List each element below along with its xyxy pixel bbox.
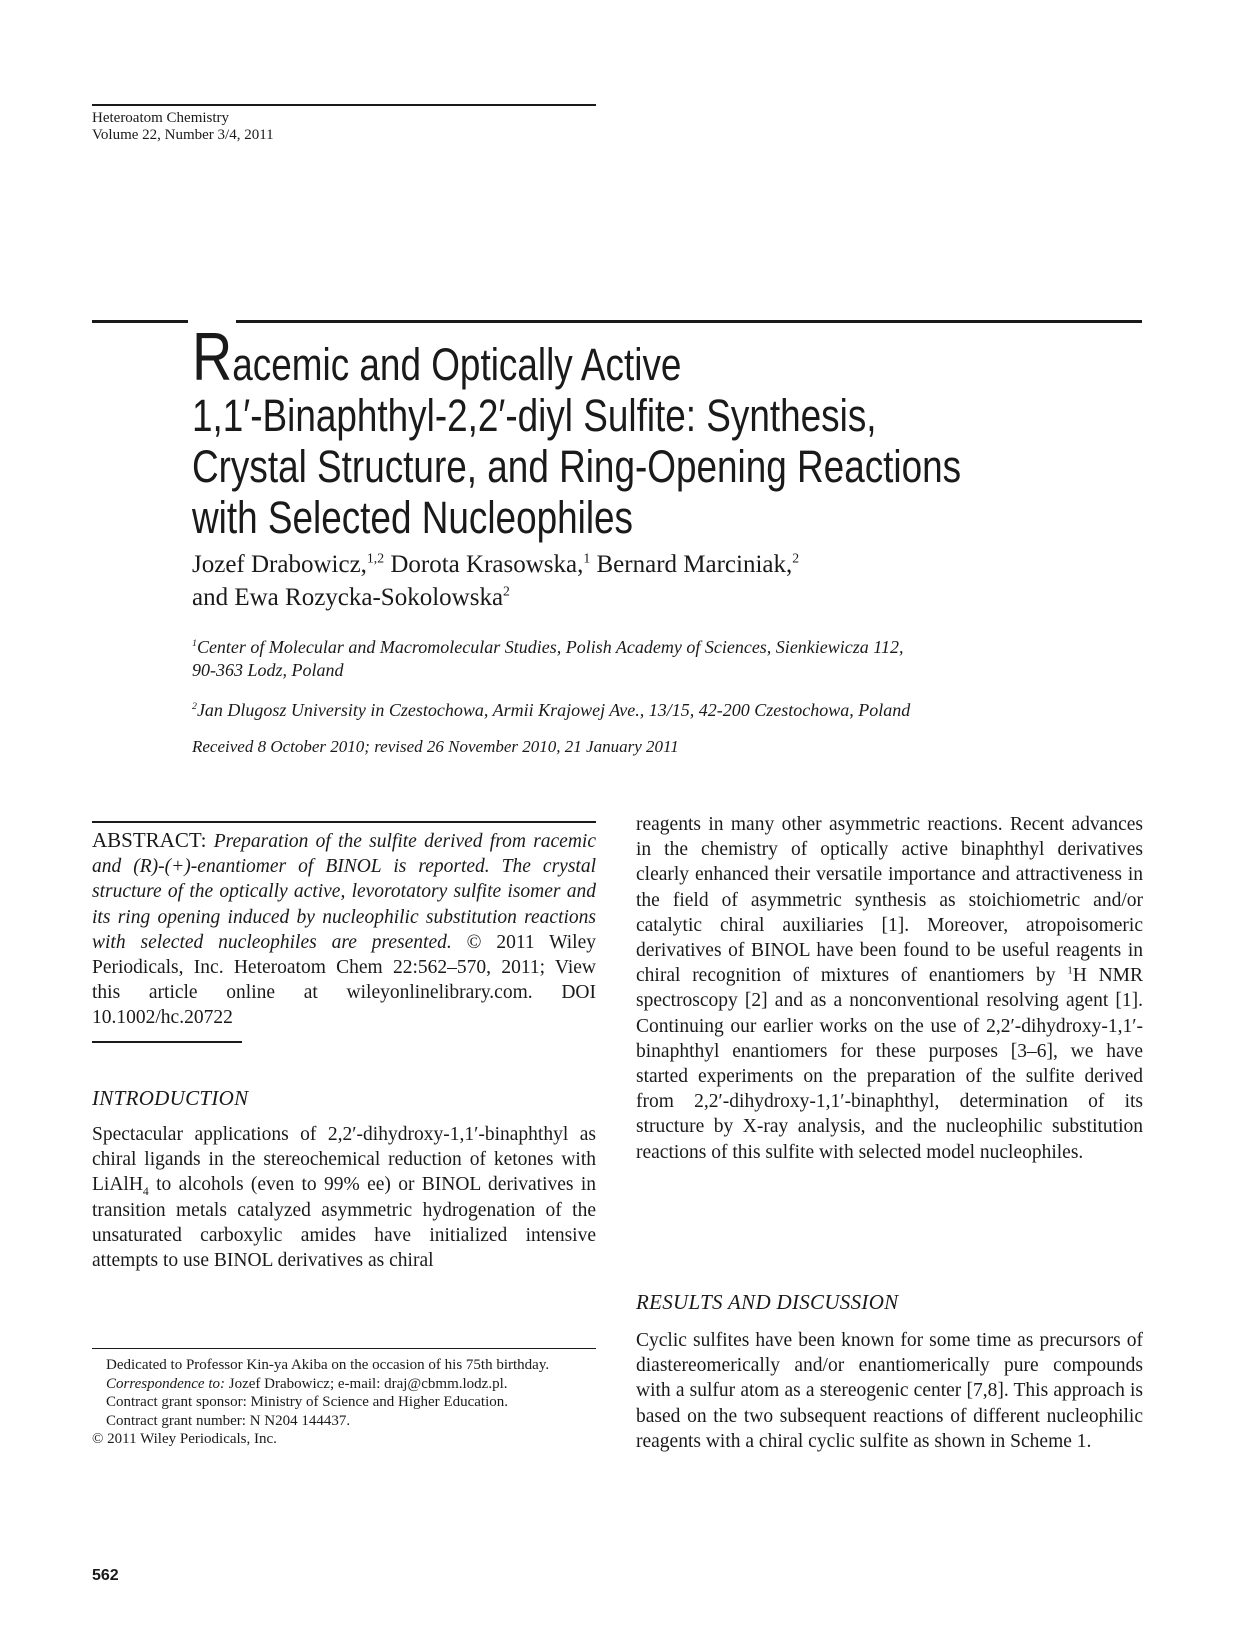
introduction-continued: reagents in many other asymmetric reactions. Recent advances in the chemistry of optically active binaphthyl derivatives clearly enhanced their versatile importance and attractiveness in the field of asymmetric synthesis as stoichiometric and/or catalytic chiral auxiliaries [1]. Moreover, atropoisomeric derivatives of BINOL have been found to be useful reagents in chiral recognition of mixtures of enantiomers by $^1$H NMR spectroscopy [2] and as a nonconventional resolving agent [1]. Continuing our earlier works on the use of 2,2′-dihydroxy-1,1′-binaphthyl enantiomers for these purposes [3–6], we have started experiments on the preparation of the sulfite derived from 2,2′-dihydroxy-1,1′-binaphthyl, determination of its structure by X-ray analysis, and the nucleophilic substitution reactions of this sulfite with selected model nucleophiles. [636,814,1143,1163]
author-line-1: Jozef Drabowicz,$^{1,2}$ Dorota Krasowska,$^1$ Bernard Marciniak,$^2$ [192,550,800,578]
footnote-grant: Contract grant number: N N204 144437. [106,1412,351,1429]
title-line-3: Crystal Structure, and Ring-Opening Reactions [192,441,962,492]
article-title [192,319,1020,543]
abstract-top-rule [92,821,596,823]
title-rule-left [92,320,188,323]
title-initial: R [192,319,233,395]
results-text: Cyclic sulfites have been known for some time as precursors of diastereomerically and/or enantiomerically pure compounds with a sulfur atom as a stereogenic center [7,8]. This approach is based on the two subsequent reactions of different nucleophilic reagents with a chiral cyclic sulfite as shown in Scheme 1. [636,1330,1143,1452]
title-line-2: 1,1′-Binaphthyl-2,2′-diyl Sulfite: Synthesis, [192,390,877,441]
footnotes [92,1356,596,1449]
abstract-body: Preparation of the sulfite derived from racemic and (R)-(+)-enantiomer of BINOL is reported. The crystal structure of the optically active, levorotatory sulfite isomer and its ring opening induced by nucleophilic substitution reactions with selected nucleophiles are presented. [92,831,596,953]
introduction-heading: INTRODUCTION [92,1086,249,1110]
journal-volume: Volume 22, Number 3/4, 2011 [92,127,274,143]
abstract-bottom-rule [92,1041,242,1043]
author-line-2: and Ewa Rozycka-Sokolowska$^2$ [192,583,510,611]
affiliation-1: $^1$Center of Molecular and Macromolecular Studies, Polish Academy of Sciences, Sienkiewicza 112, 90-363 Lodz, Poland [192,637,904,680]
journal-header [92,110,274,144]
introduction-text: Spectacular applications of 2,2′-dihydroxy-1,1′-binaphthyl as chiral ligands in the stereochemical reduction of ketones with LiAlH$_4$ to alcohols (even to 99% ee) or BINOL derivatives in transition metals catalyzed asymmetric hydrogenation of the unsaturated carboxylic amides have initialized intensive attempts to use BINOL derivatives as chiral [92,1124,596,1272]
footnote-sponsor: Contract grant sponsor: Ministry of Science and Higher Education. [106,1394,508,1410]
title-rule-right [236,320,1142,323]
abstract-label: ABSTRACT: [92,828,207,852]
page-number: 562 [92,1567,119,1584]
abstract-citation: © 2011 Wiley Periodicals, Inc. Heteroatom Chem 22:562–570, 2011; View this article online at wileyonlinelibrary.com. DOI 10.1002/hc.20722 [92,931,597,1029]
journal-name: Heteroatom Chemistry [92,110,230,126]
title-line-4: with Selected Nucleophiles [192,492,634,543]
abstract [92,828,596,1031]
footnote-dedication: Dedicated to Professor Kin-ya Akiba on the occasion of his 75th birthday. [106,1357,550,1373]
footnote-rule [92,1348,596,1349]
header-rule [92,104,596,106]
footnote-correspondence: Correspondence to: Jozef Drabowicz; e-mail: draj@cbmm.lodz.pl. [106,1375,508,1392]
affiliation-2: $^2$Jan Dlugosz University in Czestochowa, Armii Krajowej Ave., 13/15, 42-200 Czestochowa, Poland [192,700,911,720]
received-dates: Received 8 October 2010; revised 26 November 2010, 21 January 2011 [192,737,679,756]
author-list [192,548,799,614]
footnote-copyright: © 2011 Wiley Periodicals, Inc. [92,1431,277,1447]
title-line-1: Racemic and Optically Active [192,319,682,395]
results-heading: RESULTS AND DISCUSSION [636,1290,899,1314]
